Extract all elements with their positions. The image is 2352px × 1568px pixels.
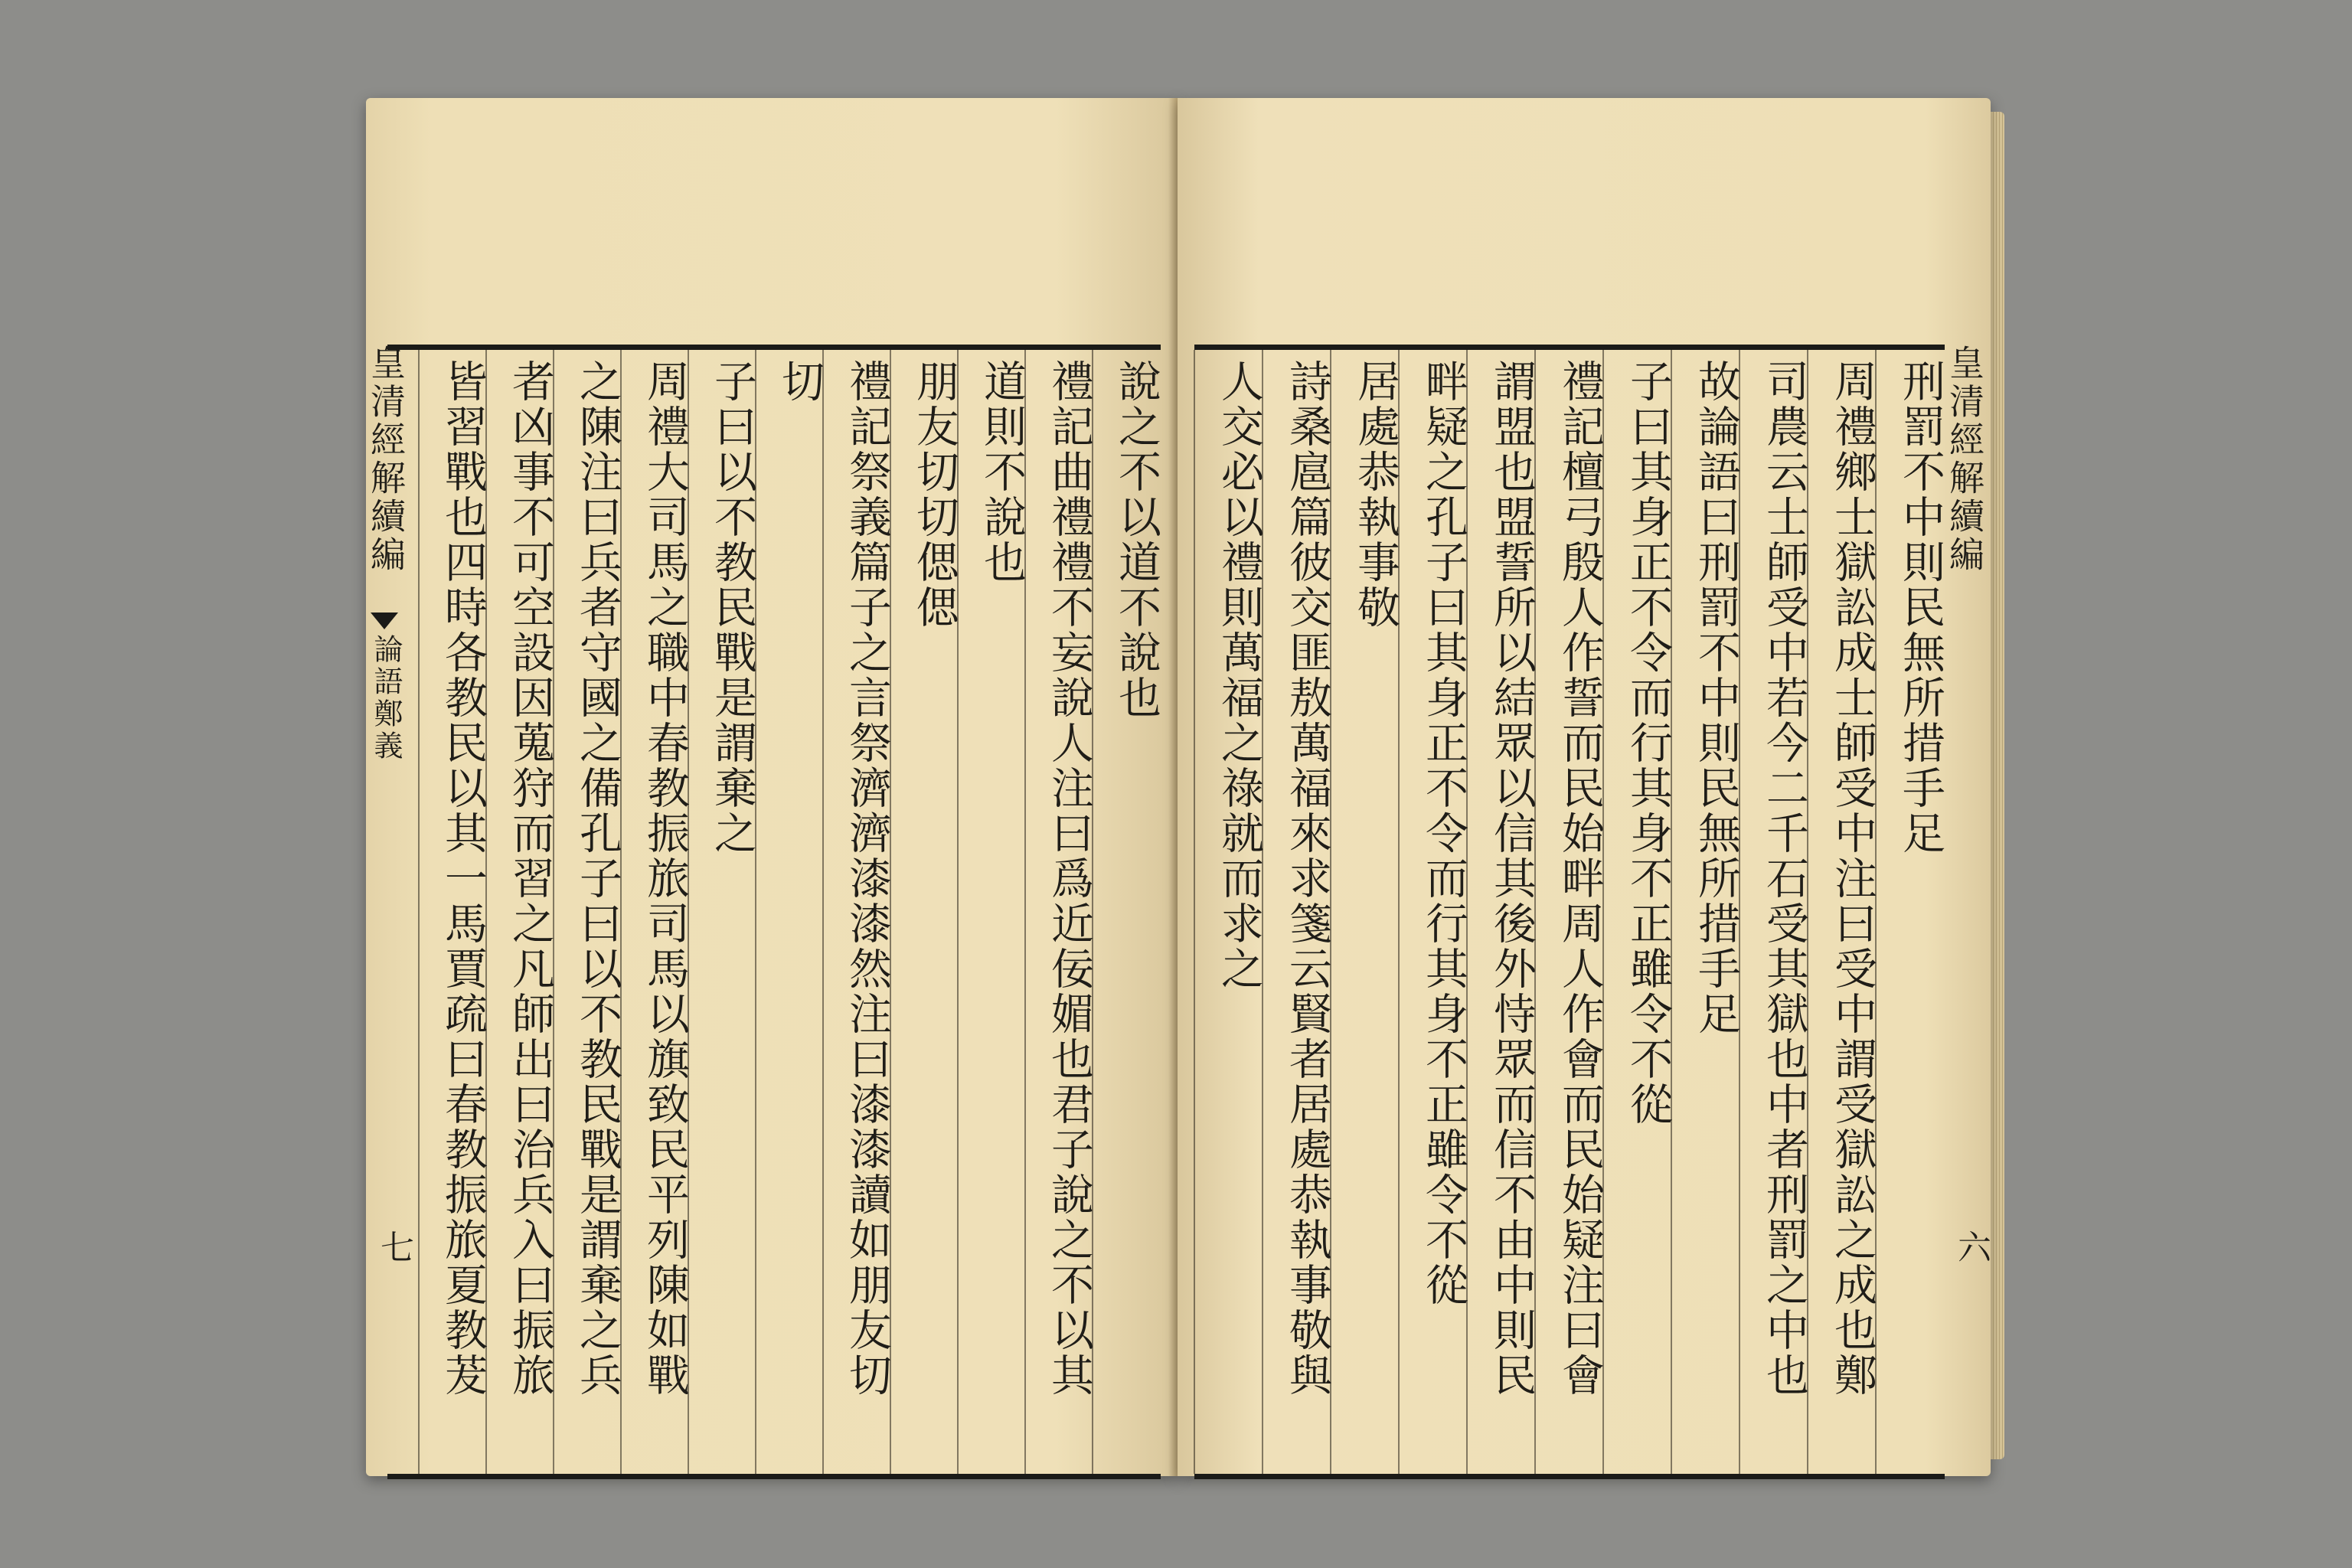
open-book-spread — [366, 98, 2004, 1522]
text-column: 居處恭執事敬 — [1330, 350, 1400, 1474]
text-column: 人交必以禮則萬福之祿就而求之 — [1194, 350, 1263, 1474]
left-margin-title — [364, 345, 407, 574]
text-column: 說之不以道不說也 — [1092, 350, 1161, 1474]
left-margin-subtitle: 論語鄭義 — [369, 634, 403, 763]
leaf-number: 七 — [374, 1230, 413, 1263]
text-column: 司農云士師受中若今二千石受其獄也中者刑罰之中也 — [1739, 350, 1808, 1474]
text-column: 朋友切切偲偲 — [890, 350, 959, 1474]
text-column: 詩桑扈篇彼交匪敖萬福來求箋云賢者居處恭執事敬與 — [1262, 350, 1331, 1474]
text-column: 禮記檀弓殷人作誓而民始畔周人作會而民始疑注曰會 — [1534, 350, 1604, 1474]
text-column: 故論語曰刑罰不中則民無所措手足 — [1671, 350, 1740, 1474]
text-column: 之陳注曰兵者守國之備孔子曰以不教民戰是謂棄之兵 — [553, 350, 622, 1474]
left-text-frame — [387, 345, 1161, 1479]
right-page — [1178, 98, 1991, 1476]
leaf-number: 六 — [1952, 1230, 1991, 1263]
text-column: 周禮大司馬之職中春教振旅司馬以旗致民平列陳如戰 — [620, 350, 689, 1474]
book-title: 皇清經解續編 — [365, 345, 407, 574]
text-column: 道則不說也 — [957, 350, 1026, 1474]
text-column: 禮記祭義篇子之言祭濟濟漆漆然注曰漆漆讀如朋友切 — [822, 350, 891, 1474]
text-column: 皆習戰也四時各教民以其一馬賈疏曰春教振旅夏教茇 — [418, 350, 487, 1474]
text-column: 刑罰不中則民無所措手足 — [1875, 350, 1945, 1474]
text-column: 畔疑之孔子曰其身正不令而行其身不正雖令不從 — [1398, 350, 1468, 1474]
fish-tail-mark — [371, 612, 398, 629]
text-column: 子曰其身正不令而行其身不正雖令不從 — [1602, 350, 1672, 1474]
text-column: 謂盟也盟誓所以結眾以信其後外恃眾而信不由中則民 — [1466, 350, 1536, 1474]
text-column: 禮記曲禮禮不妄說人注曰爲近佞媚也君子說之不以其 — [1024, 350, 1093, 1474]
text-column: 切 — [755, 350, 824, 1474]
text-column: 者凶事不可空設因蒐狩而習之凡師出曰治兵入曰振旅 — [485, 350, 554, 1474]
text-column: 子曰以不教民戰是謂棄之 — [688, 350, 756, 1474]
text-column: 周禮鄉士獄訟成士師受中注曰受中謂受獄訟之成也鄭 — [1807, 350, 1877, 1474]
left-page — [366, 98, 1178, 1476]
right-margin-title: 皇清經解續編 — [1944, 345, 1985, 574]
right-text-frame — [1194, 345, 1945, 1479]
